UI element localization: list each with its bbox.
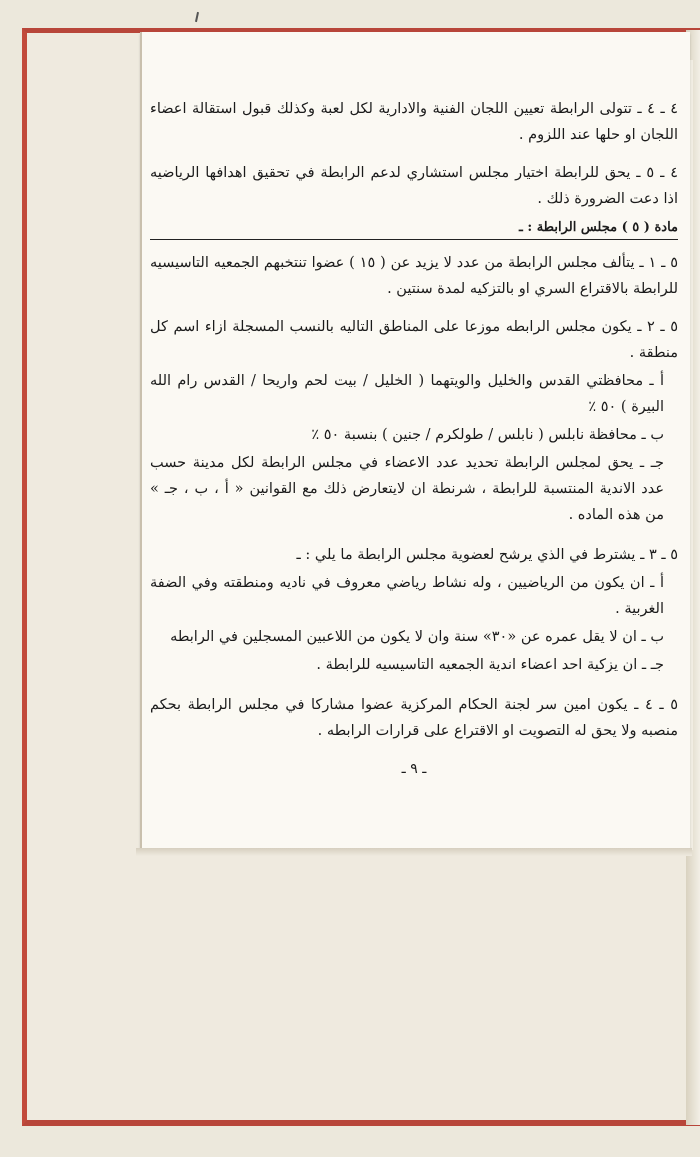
clause-5-2: ٥ ـ ٢ ـ يكون مجلس الرابطه موزعا على المناطق التاليه بالنسب المسجلة ازاء اسم كل منطقة . bbox=[150, 319, 678, 361]
clause-5-2-c: جـ ـ يحق لمجلس الرابطة تحديد عدد الاعضاء في مجلس الرابطة لكل مدينة حسب عدد الاندية المنتسبة للرابطة ، شرنطة ان لايتعارض ذلك مع القوانين « أ ، ب ، جـ » من هذه الماده . bbox=[150, 455, 664, 523]
clause-4-5: ٤ ـ ٥ ـ يحق للرابطة اختيار مجلس استشاري لدعم الرابطة في تحقيق اهدافها الرياضيه اذا دعت الضرورة ذلك . bbox=[150, 165, 678, 207]
clause-4-4: ٤ ـ ٤ ـ تتولى الرابطة تعيين اللجان الفنية والادارية لكل لعبة وكذلك قبول استقالة اعضاء اللجان او حلها عند اللزوم . bbox=[150, 101, 678, 143]
page-content bbox=[150, 96, 678, 782]
clause-5-2-b: ب ـ محافظة نابلس ( نابلس / طولكرم / جنين ) بنسبة ٥٠ ٪ bbox=[311, 427, 664, 443]
page-number: ـ ٩ ـ bbox=[401, 761, 427, 777]
clause-5-2-a: أ ـ محافظتي القدس والخليل والويتهما ( الخليل / بيت لحم واريحا / القدس رام الله البيرة ) ٥٠ ٪ bbox=[150, 373, 664, 415]
clause-5-3-c: جـ ـ ان يزكية احد اعضاء اندية الجمعيه التاسيسيه للرابطة . bbox=[316, 657, 664, 673]
clause-5-1: ٥ ـ ١ ـ يتألف مجلس الرابطة من عدد لا يزيد عن ( ١٥ ) عضوا تنتخبهم الجمعيه التاسيسيه للرابطة بالاقتراع السري او بالتزكيه لمدة سنتين . bbox=[150, 255, 678, 297]
clause-5-3-b: ب ـ ان لا يقل عمره عن «٣٠» سنة وان لا يكون من اللاعبين المسجلين في الرابطه bbox=[170, 629, 664, 645]
ink-mark bbox=[195, 12, 199, 22]
clause-5-4: ٥ ـ ٤ ـ يكون امين سر لجنة الحكام المركزية عضوا مشاركا في مجلس الرابطة بحكم منصبه ولا يحق له التصويت او الاقتراع على قرارات الرابطه . bbox=[150, 697, 678, 739]
article-5-heading: مادة ( ٥ ) مجلس الرابطة : ـ bbox=[150, 218, 678, 240]
clause-5-3-a: أ ـ ان يكون من الرياضيين ، وله نشاط رياضي معروف في ناديه ومنطقته وفي الضفة الغربية . bbox=[150, 575, 664, 617]
page-shadow bbox=[136, 848, 692, 856]
clause-5-3: ٥ ـ ٣ ـ يشترط في الذي يرشح لعضوية مجلس الرابطة ما يلي : ـ bbox=[296, 547, 678, 563]
